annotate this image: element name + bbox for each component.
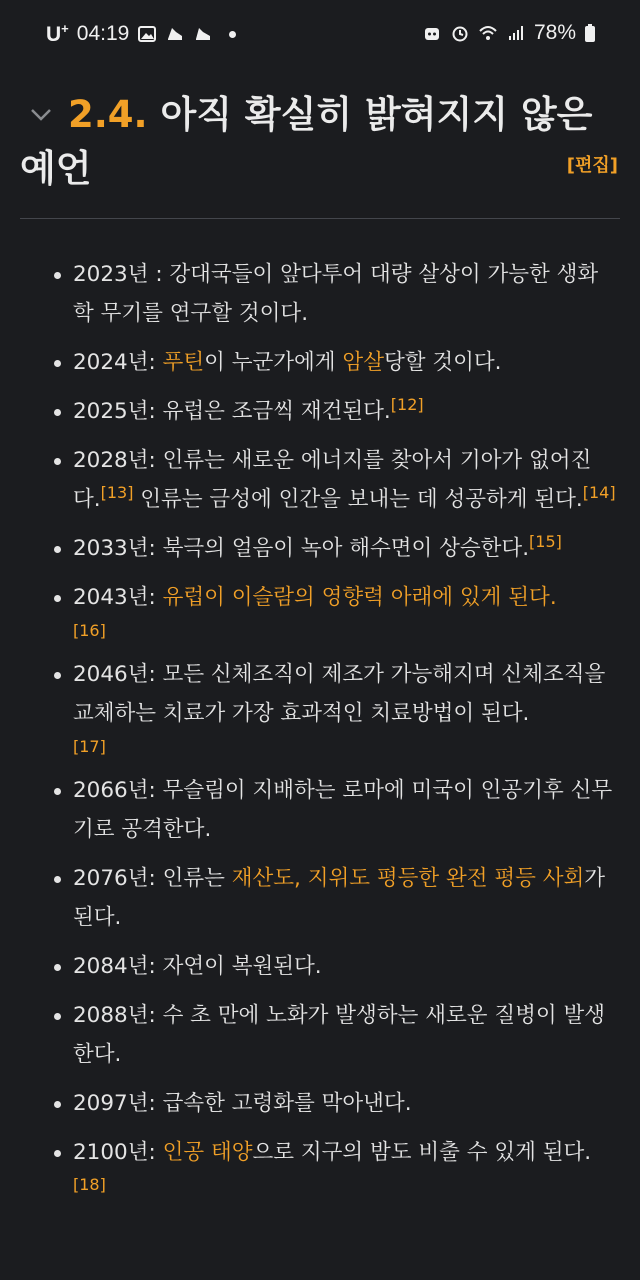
item-text: 2100년: bbox=[73, 1140, 163, 1165]
item-text: 2023년 : 강대국들이 앞다투어 대량 살상이 가능한 생화학 무기를 연구할 것이다. bbox=[73, 262, 599, 326]
section-title-line2: 예언 bbox=[20, 147, 92, 190]
wiki-link[interactable]: 암살 bbox=[342, 350, 384, 375]
list-item bbox=[20, 343, 620, 382]
item-text: 2043년: bbox=[73, 585, 163, 610]
list-item bbox=[20, 441, 620, 519]
list-item bbox=[20, 947, 620, 986]
item-text: 2084년: 자연이 복원된다. bbox=[73, 954, 322, 979]
item-text: 당할 것이다. bbox=[383, 350, 502, 375]
item-text: 2066년: 무슬림이 지배하는 로마에 미국이 인공기후 신무기로 공격한다. bbox=[73, 778, 613, 842]
item-text: 2097년: 급속한 고령화를 막아낸다. bbox=[73, 1091, 412, 1116]
chevron-down-icon[interactable] bbox=[30, 108, 52, 122]
footnote-ref[interactable]: [16] bbox=[73, 621, 106, 640]
list-item bbox=[20, 529, 620, 568]
edit-link[interactable]: [편집] bbox=[566, 155, 618, 176]
item-text: 2076년: 인류는 bbox=[73, 866, 232, 891]
list-item bbox=[20, 655, 620, 761]
wiki-link[interactable]: 인공 태양 bbox=[162, 1140, 253, 1165]
item-text: 2088년: 수 초 만에 노화가 발생하는 새로운 질병이 발생한다. bbox=[73, 1003, 606, 1067]
footnote-ref[interactable]: [12] bbox=[390, 394, 424, 414]
list-item bbox=[20, 996, 620, 1074]
footnote-ref[interactable]: [17] bbox=[73, 737, 106, 756]
signal-icon bbox=[506, 23, 526, 43]
prophecy-list bbox=[20, 255, 620, 1211]
item-text: 으로 지구의 밤도 비출 수 있게 된다. bbox=[252, 1140, 592, 1165]
item-text: 가 된다. bbox=[73, 866, 606, 930]
shoe-icon-2 bbox=[193, 24, 213, 44]
item-text: 이 누군가에게 bbox=[204, 350, 343, 375]
status-bar bbox=[0, 0, 640, 62]
section-heading[interactable] bbox=[20, 62, 620, 219]
list-item bbox=[20, 1084, 620, 1123]
list-item bbox=[20, 578, 620, 645]
item-text: 2028년: 인류는 새로운 에너지를 찾아서 기아가 없어진다. bbox=[73, 448, 592, 512]
battery-icon bbox=[584, 23, 596, 43]
wiki-link[interactable]: 푸틴 bbox=[162, 350, 205, 375]
item-text: 인류는 금성에 인간을 보내는 데 성공하게 된다. bbox=[133, 487, 583, 512]
list-item bbox=[20, 771, 620, 849]
item-text: 2046년: 모든 신체조직이 제조가 가능해지며 신체조직을 교체하는 치료가 가장 효과적인 치료방법이 된다. bbox=[73, 662, 606, 726]
alarm-icon bbox=[450, 23, 470, 43]
article-content bbox=[20, 62, 620, 1221]
footnote-ref[interactable]: [15] bbox=[529, 531, 562, 551]
wifi-icon bbox=[478, 23, 498, 43]
footnote-ref[interactable]: [14] bbox=[582, 482, 616, 502]
wiki-link[interactable]: 유럽이 이슬람의 영향력 아래에 있게 된다. bbox=[162, 585, 557, 610]
item-text: 2025년: 유럽은 조금씩 재건된다. bbox=[73, 399, 391, 424]
battery-percent: 78% bbox=[533, 21, 576, 44]
section-title-line1: 2.4. 아직 확실히 밝혀지지 않은 bbox=[68, 93, 593, 136]
footnote-ref[interactable]: [13] bbox=[100, 482, 134, 502]
notification-dot bbox=[229, 31, 236, 38]
list-item bbox=[20, 1133, 620, 1211]
item-text: 2024년: bbox=[73, 350, 163, 375]
section-number: 2.4. bbox=[68, 93, 148, 136]
item-text: 2033년: 북극의 얼음이 녹아 해수면이 상승한다. bbox=[73, 536, 530, 561]
carrier-label: U+ bbox=[46, 21, 69, 46]
clock: 04:19 bbox=[76, 22, 130, 45]
robot-icon bbox=[422, 23, 442, 43]
gallery-icon bbox=[137, 24, 157, 44]
list-item bbox=[20, 859, 620, 937]
wiki-link[interactable]: 재산도, 지위도 평등한 완전 평등 사회 bbox=[231, 866, 585, 891]
list-item bbox=[20, 255, 620, 333]
list-item bbox=[20, 392, 620, 431]
footnote-ref[interactable]: [18] bbox=[73, 1174, 106, 1194]
shoe-icon bbox=[165, 24, 185, 44]
